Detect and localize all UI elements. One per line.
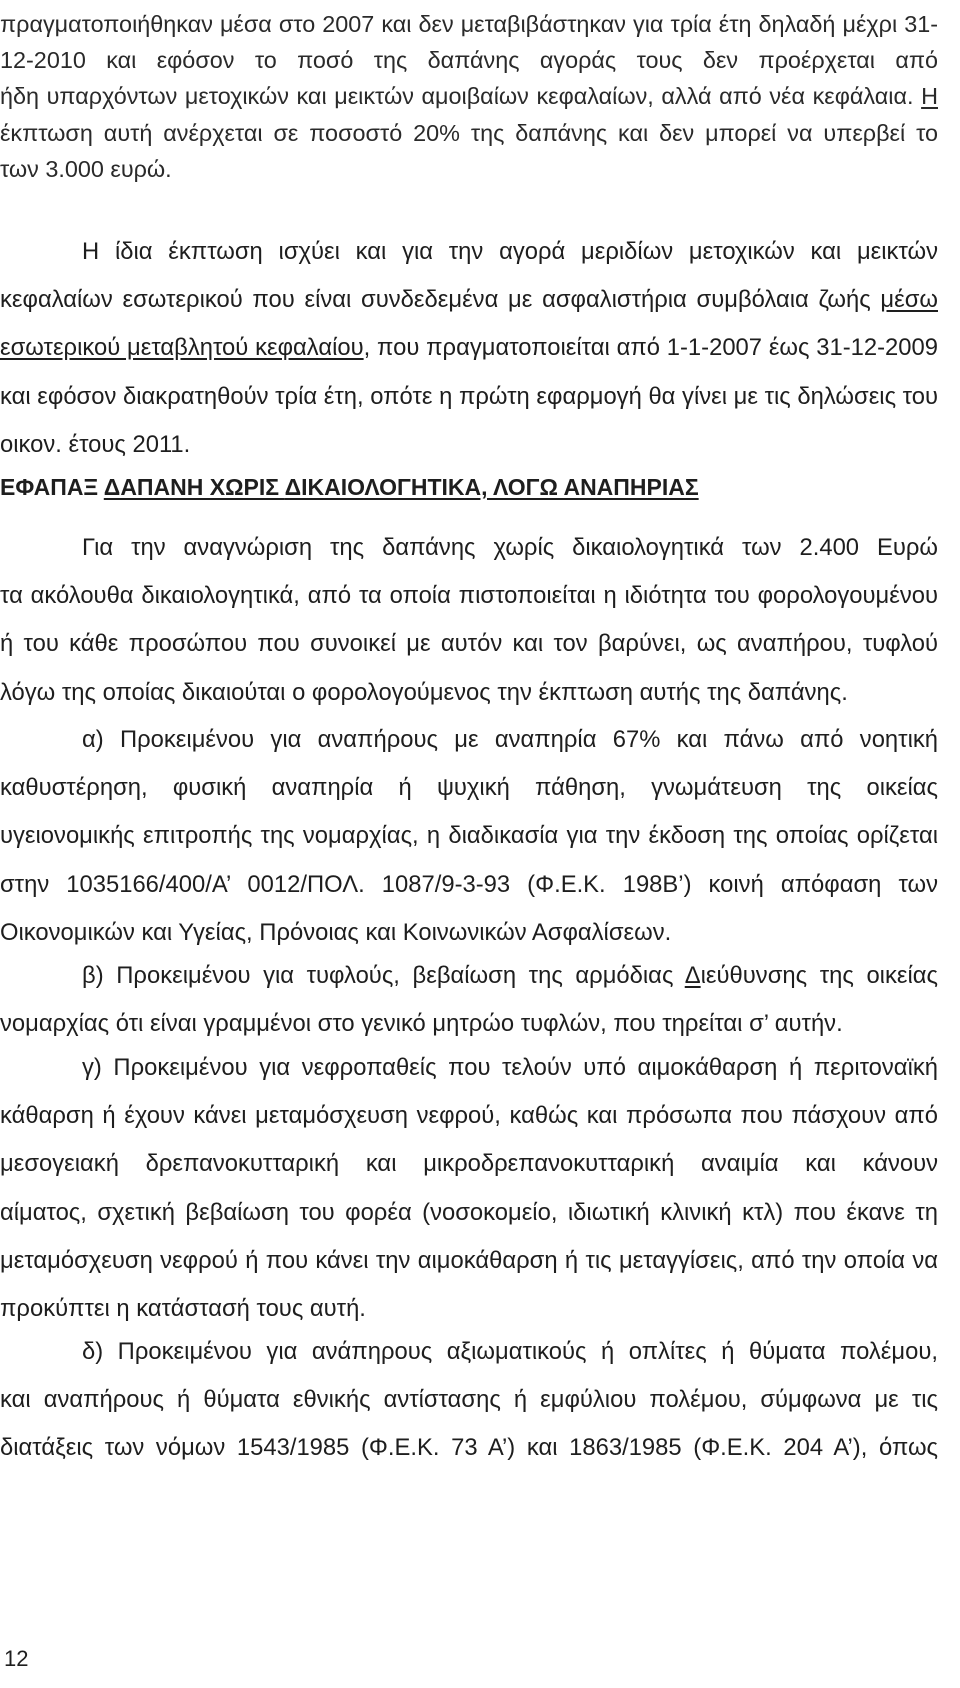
text-span: β) Προκειμένου για τυφλούς, βεβαίωση της αρμόδιας: [82, 962, 674, 989]
text-span-rest: ιεύθυνσης της οικείας: [700, 962, 938, 989]
paragraph-beta: [0, 952, 938, 1048]
paragraph-documents: [0, 524, 938, 717]
intro-paragraph: [0, 6, 938, 187]
text-line: προκύπτει η κατάστασή τους αυτή.: [0, 1294, 366, 1322]
paragraph-gamma: [0, 1044, 938, 1333]
text-line: νομαρχίας ότι είναι γραμμένοι στο γενικό μητρώο τυφλών, που τηρείται σ’ αυτήν.: [0, 1010, 843, 1038]
text-line: οικον. έτους 2011.: [0, 430, 191, 458]
text-line: αίματος, σχετική βεβαίωση του φορέα (νοσοκομείο, ιδιωτική κλινική κτλ) που έκανε τη: [0, 1198, 938, 1226]
section-heading: [0, 472, 699, 502]
text-line: μεσογειακή δρεπανοκυτταρική και μικροδρεπανοκυτταρική αναιμία και κάνουν: [0, 1150, 938, 1178]
text-line: α) Προκειμένου για αναπήρους με αναπηρία 67% και πάνω από νοητική: [82, 726, 938, 753]
heading-part: ΕΦΑΠΑΞ: [0, 474, 104, 500]
text-line: και εφόσον διακρατηθούν τρία έτη, οπότε η πρώτη εφαρμογή θα γίνει με τις δηλώσεις του: [0, 382, 938, 410]
text-line: και αναπήρους ή θύματα εθνικής αντίστασης ή εμφύλιου πολέμου, σύμφωνα με τις: [0, 1386, 938, 1414]
text-line: καθυστέρηση, φυσική αναπηρία ή ψυχική πάθηση, γνωμάτευση της οικείας: [0, 774, 938, 802]
text-line: Για την αναγνώριση της δαπάνης χωρίς δικαιολογητικά των 2.400 Ευρώ: [82, 534, 938, 561]
text-line: υγειονομικής επιτροπής της νομαρχίας, η διαδικασία για την έκδοση της οποίας ορίζεται: [0, 822, 938, 850]
text-line: των 3.000 ευρώ.: [0, 155, 172, 182]
underlined-text: μέσω: [880, 286, 938, 314]
text-line: έκπτωση αυτή ανέρχεται σε ποσοστό 20% της δαπάνης και δεν μπορεί να υπερβεί το: [0, 119, 938, 146]
text-line: [0, 324, 938, 372]
text-span: ήδη υπαρχόντων μετοχικών και μεικτών αμοιβαίων κεφαλαίων, αλλά από νέα κεφάλαια.: [0, 83, 914, 110]
text-line: [0, 952, 938, 1000]
text-line: στην 1035166/400/Α’ 0012/ΠΟΛ. 1087/9-3-93 (Φ.Ε.Κ. 198Β’) κοινή απόφαση των: [0, 870, 938, 898]
paragraph-fund-units: [0, 228, 938, 469]
text-line: [0, 78, 938, 114]
text-line: κάθαρση ή έχουν κάνει μεταμόσχευση νεφρού, καθώς και πρόσωπα που πάσχουν από: [0, 1102, 938, 1130]
text-span: [685, 962, 938, 989]
underlined-text: εσωτερικού μεταβλητού κεφαλαίου: [0, 334, 364, 362]
text-line: δ) Προκειμένου για ανάπηρους αξιωματικούς ή οπλίτες ή θύματα πολέμου,: [82, 1338, 938, 1365]
text-line: γ) Προκειμένου για νεφροπαθείς που τελούν υπό αιμοκάθαρση ή περιτοναϊκή: [82, 1054, 938, 1081]
heading-part-underlined: ΔΙΚΑΙΟΛΟΓΗΤΙΚΑ, ΛΟΓΩ ΑΝΑΠΗΡΙΑΣ: [284, 474, 699, 500]
paragraph-delta: [0, 1328, 938, 1473]
text-line: Η ίδια έκπτωση ισχύει και για την αγορά μεριδίων μετοχικών και μεικτών: [82, 238, 938, 265]
text-line: 12-2010 και εφόσον το ποσό της δαπάνης αγοράς τους δεν προέρχεται από: [0, 47, 938, 74]
text-line: Οικονομικών και Υγείας, Πρόνοιας και Κοινωνικών Ασφαλίσεων.: [0, 918, 672, 946]
page-number: 12: [4, 1646, 29, 1671]
underlined-text: Η: [921, 83, 938, 110]
text-line: πραγματοποιήθηκαν μέσα στο 2007 και δεν μεταβιβάστηκαν για τρία έτη δηλαδή μέχρι 31-: [0, 11, 938, 37]
text-line: [0, 276, 938, 324]
text-line: λόγω της οποίας δικαιούται ο φορολογούμενος την έκπτωση αυτής της δαπάνης.: [0, 678, 848, 706]
text-line: μεταμόσχευση νεφρού ή που κάνει την αιμοκάθαρση ή τις μεταγγίσεις, από την οποία να: [0, 1246, 938, 1274]
text-line: τα ακόλουθα δικαιολογητικά, από τα οποία πιστοποιείται η ιδιότητα του φορολογουμένου: [0, 582, 938, 610]
text-span: , που πραγματοποιείται από 1-1-2007 έως 31-12-2009: [363, 334, 938, 362]
heading-part-underlined: ΔΑΠΑΝΗ ΧΩΡΙΣ: [103, 474, 285, 500]
paragraph-alpha: [0, 716, 938, 957]
underlined-letter: Δ: [684, 962, 701, 989]
text-line: διατάξεις των νόμων 1543/1985 (Φ.Ε.Κ. 73 Α’) και 1863/1985 (Φ.Ε.Κ. 204 Α’), όπως: [0, 1434, 938, 1462]
text-span: κεφαλαίων εσωτερικού που είναι συνδεδεμένα με ασφαλιστήρια συμβόλαια ζωής: [0, 286, 871, 314]
text-line: ή του κάθε προσώπου που συνοικεί με αυτόν και τον βαρύνει, ως αναπήρου, τυφλού: [0, 630, 938, 658]
